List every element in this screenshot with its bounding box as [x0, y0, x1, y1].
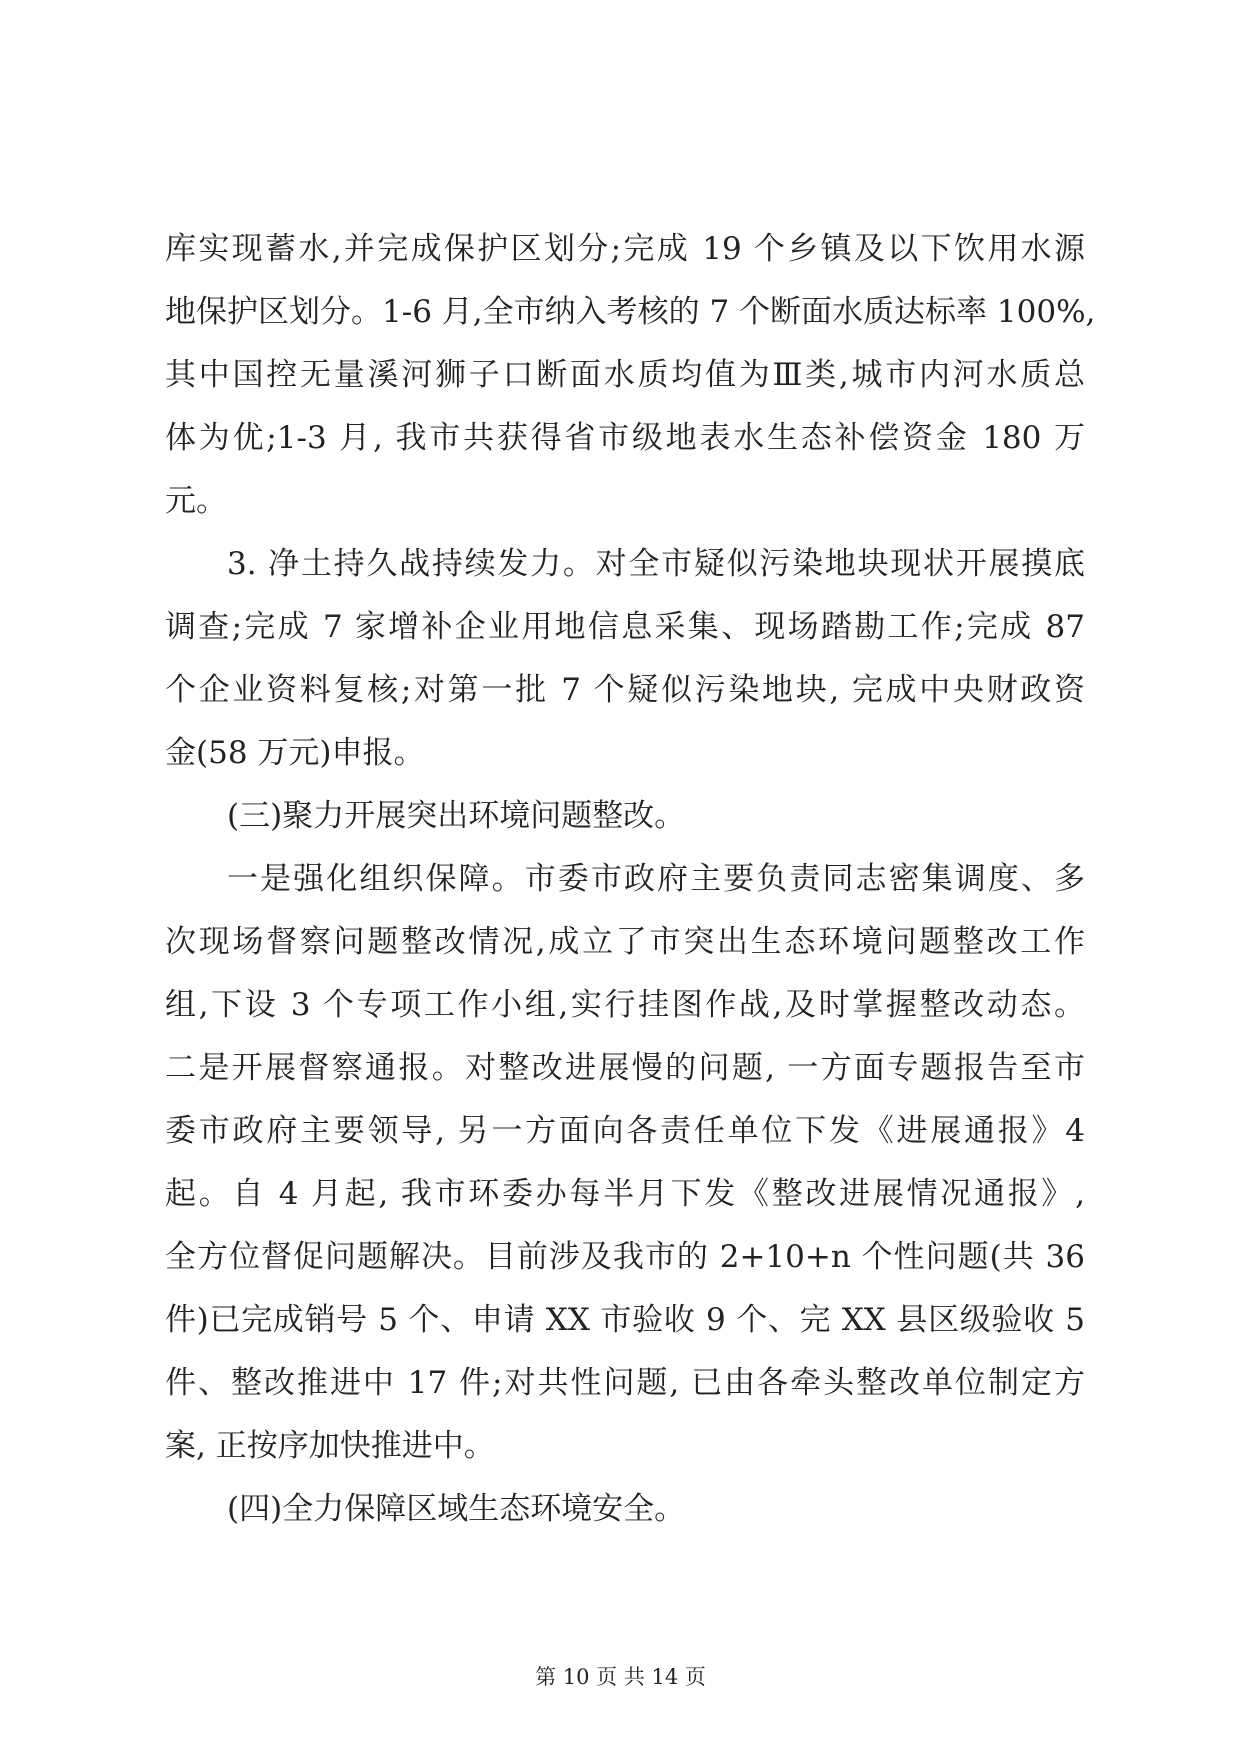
paragraph-line: 起。自 4 月起, 我市环委办每半月下发《整改进展情况通报》,	[165, 1176, 1085, 1212]
paragraph-line: 调查;完成 7 家增补企业用地信息采集、现场踏勘工作;完成 87	[165, 609, 1085, 645]
section-heading: (四)全力保障区域生态环境安全。	[227, 1491, 686, 1527]
paragraph-line: 次现场督察问题整改情况,成立了市突出生态环境问题整改工作	[165, 924, 1085, 960]
paragraph-line: 组,下设 3 个专项工作小组,实行挂图作战,及时掌握整改动态。	[165, 987, 1085, 1023]
paragraph-line: 委市政府主要领导, 另一方面向各责任单位下发《进展通报》4	[165, 1113, 1085, 1149]
paragraph-line: 个企业资料复核;对第一批 7 个疑似污染地块, 完成中央财政资	[165, 672, 1085, 708]
paragraph-line: 地保护区划分。1-6 月,全市纳入考核的 7 个断面水质达标率 100%,	[165, 294, 1096, 330]
paragraph-line: 全方位督促问题解决。目前涉及我市的 2+10+n 个性问题(共 36	[165, 1239, 1085, 1275]
section-heading-line: 3. 净土持久战持续发力。对全市疑似污染地块现状开展摸底	[227, 546, 1085, 582]
paragraph-line: 其中国控无量溪河狮子口断面水质均值为Ⅲ类,城市内河水质总	[165, 357, 1085, 393]
paragraph-line: 一是强化组织保障。市委市政府主要负责同志密集调度、多	[227, 861, 1085, 897]
paragraph-line: 件)已完成销号 5 个、申请 XX 市验收 9 个、完 XX 县区级验收 5	[165, 1302, 1085, 1338]
paragraph-line: 金(58 万元)申报。	[165, 735, 425, 771]
paragraph-line: 体为优;1-3 月, 我市共获得省市级地表水生态补偿资金 180 万	[165, 420, 1085, 456]
paragraph-line: 案, 正按序加快推进中。	[165, 1428, 495, 1464]
page-number-footer: 第 10 页 共 14 页	[535, 1665, 706, 1689]
paragraph-line: 件、整改推进中 17 件;对共性问题, 已由各牵头整改单位制定方	[165, 1365, 1085, 1401]
paragraph-line: 元。	[165, 483, 227, 519]
section-heading: (三)聚力开展突出环境问题整改。	[227, 798, 686, 834]
paragraph-line: 二是开展督察通报。对整改进展慢的问题, 一方面专题报告至市	[165, 1050, 1085, 1086]
paragraph-line: 库实现蓄水,并完成保护区划分;完成 19 个乡镇及以下饮用水源	[165, 231, 1085, 267]
